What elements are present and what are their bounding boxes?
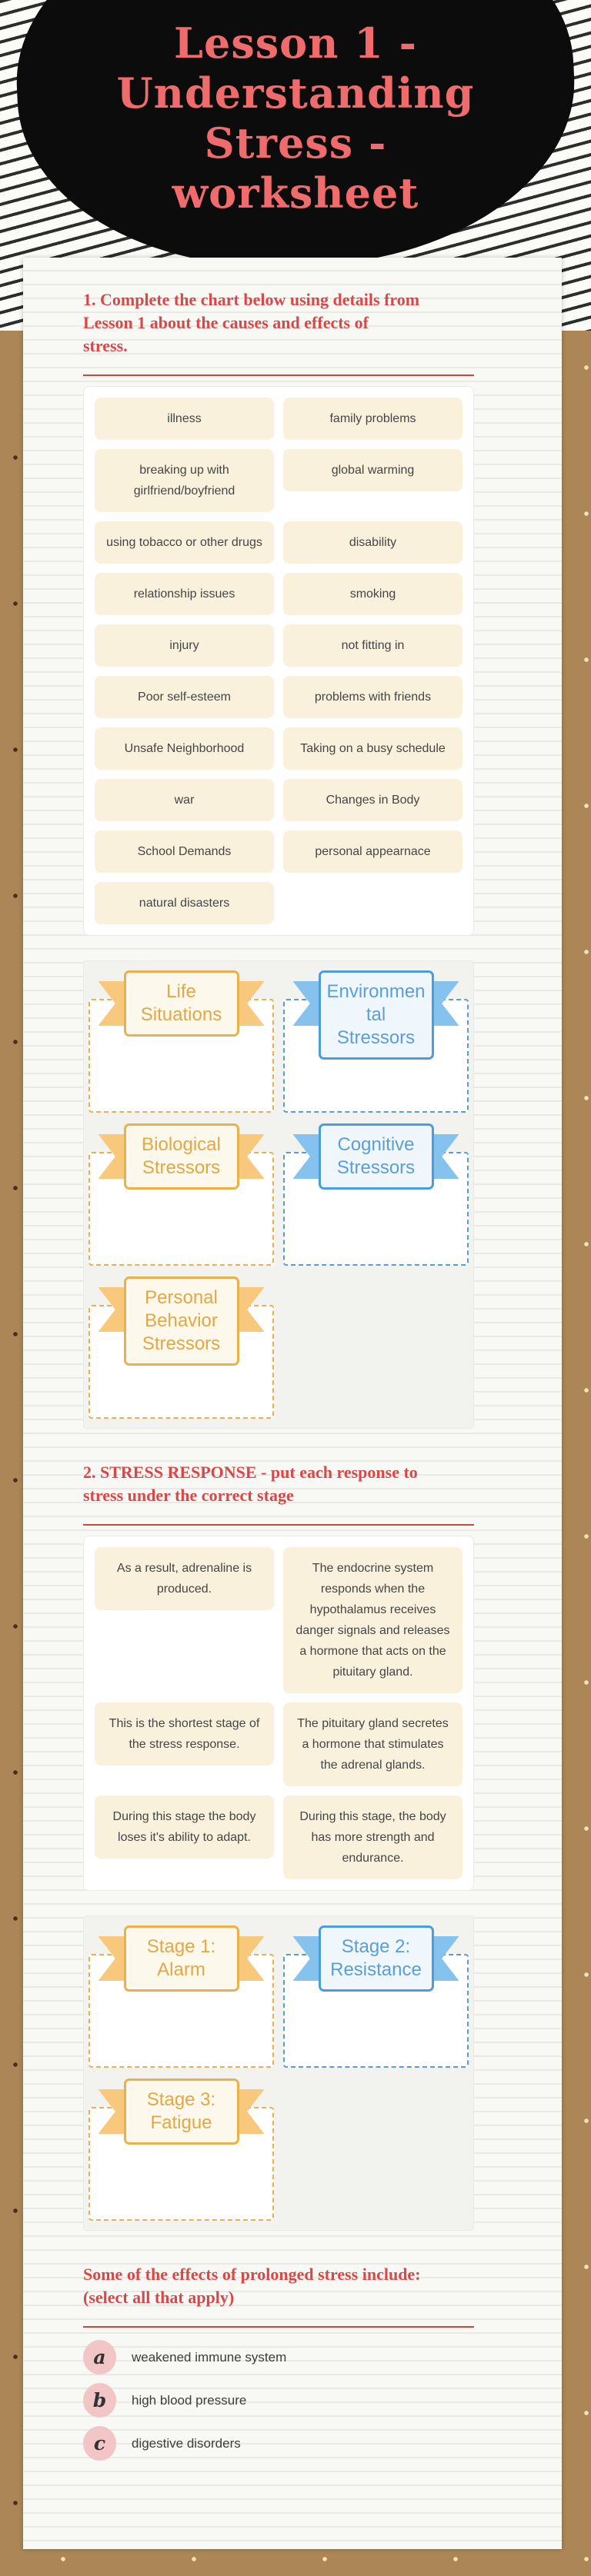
chip-row	[95, 449, 462, 512]
option-letter-badge[interactable]: b	[83, 2383, 116, 2418]
section2-drop-zones-panel	[83, 1915, 474, 2231]
chip-cell	[95, 573, 274, 615]
option-letter-badge[interactable]: a	[83, 2340, 116, 2375]
drop-zone-cell	[283, 1925, 469, 2068]
drop-zone[interactable]	[283, 970, 469, 1113]
drag-chip[interactable]: School Demands	[95, 830, 274, 873]
drag-chip[interactable]: The endocrine system responds when the hypothalamus receives danger signals and releases a hormone that acts on the pituitary gland.	[283, 1547, 462, 1693]
section3-options	[83, 2340, 474, 2461]
chip-cell	[283, 624, 462, 667]
drag-chip[interactable]: breaking up with girlfriend/boyfriend	[95, 449, 274, 512]
section3-divider	[83, 2326, 474, 2328]
drop-zone-cell	[88, 1123, 274, 1266]
zone-ribbon-label: Cognitive Stressors	[319, 1123, 434, 1190]
drag-chip[interactable]: injury	[95, 624, 274, 667]
empty-cell	[283, 1276, 469, 1419]
chip-cell	[95, 449, 274, 512]
page-title-line: Stress -	[204, 118, 387, 168]
page-title-line: Understanding	[116, 68, 475, 118]
drop-zone-row	[88, 1925, 469, 2068]
drop-zone-cell	[88, 2078, 274, 2221]
drop-zone-row	[88, 970, 469, 1113]
drag-chip[interactable]: war	[95, 779, 274, 821]
chip-cell	[95, 398, 274, 440]
zone-ribbon	[293, 1123, 459, 1190]
chip-cell	[283, 830, 462, 873]
chip-cell	[283, 398, 462, 440]
section2-chip-bank	[83, 1536, 474, 1891]
option-label: high blood pressure	[132, 2392, 247, 2408]
chip-cell	[283, 1547, 462, 1693]
chip-row	[95, 1796, 462, 1879]
drop-zone-row	[88, 2078, 469, 2221]
drop-zone[interactable]	[283, 1123, 469, 1266]
chip-row	[95, 624, 462, 667]
chip-cell	[95, 779, 274, 821]
option-row[interactable]	[83, 2340, 474, 2375]
drag-chip[interactable]: smoking	[283, 573, 462, 615]
page-title	[0, 18, 591, 218]
chip-cell	[95, 1796, 274, 1859]
drop-zone-row	[88, 1123, 469, 1266]
drag-chip[interactable]: personal appearnace	[283, 830, 462, 873]
chip-cell	[283, 449, 462, 491]
chip-cell	[283, 573, 462, 615]
page-title-line: worksheet	[172, 168, 419, 218]
drop-zone-cell	[88, 1925, 274, 2068]
chip-cell	[95, 624, 274, 667]
drop-zone-cell	[88, 970, 274, 1113]
chip-cell	[95, 521, 274, 564]
zone-ribbon	[98, 1123, 265, 1190]
chip-cell	[283, 727, 462, 770]
worksheet-content	[83, 258, 474, 2461]
zone-ribbon	[293, 1925, 459, 1992]
chip-row	[95, 779, 462, 821]
drag-chip[interactable]: global warming	[283, 449, 462, 491]
option-label: digestive disorders	[132, 2435, 241, 2451]
zone-ribbon-label: Personal Behavior Stressors	[124, 1276, 239, 1366]
chip-cell	[95, 1702, 274, 1766]
section1-heading: 1. Complete the chart below using details from Lesson 1 about the causes and effects of stress.	[83, 290, 420, 355]
zone-ribbon-label: Stage 3: Fatigue	[124, 2078, 239, 2145]
section3-heading: Some of the effects of prolonged stress include: (select all that apply)	[83, 2265, 421, 2307]
chip-row	[95, 727, 462, 770]
section1-drop-zones-panel	[83, 960, 474, 1429]
zone-ribbon-label: Stage 2: Resistance	[319, 1925, 434, 1992]
drag-chip[interactable]: problems with friends	[283, 676, 462, 718]
zone-ribbon-label: Life Situations	[124, 970, 239, 1037]
chip-cell	[95, 1547, 274, 1610]
section2-divider	[83, 1524, 474, 1526]
drag-chip[interactable]: natural disasters	[95, 882, 274, 924]
chip-cell	[283, 1702, 462, 1786]
chip-cell	[283, 1796, 462, 1879]
drop-zone[interactable]	[88, 1276, 274, 1419]
drag-chip[interactable]: During this stage the body loses it's ability to adapt.	[95, 1796, 274, 1859]
drag-chip[interactable]: Poor self-esteem	[95, 676, 274, 718]
drop-zone-cell	[283, 970, 469, 1113]
empty-cell	[283, 2078, 469, 2221]
chip-row	[95, 398, 462, 440]
zone-ribbon	[98, 2078, 265, 2145]
page-title-line: Lesson 1 -	[174, 18, 417, 68]
chip-row	[95, 521, 462, 564]
drag-chip[interactable]: illness	[95, 398, 274, 440]
chip-row	[95, 830, 462, 873]
drag-chip[interactable]: Unsafe Neighborhood	[95, 727, 274, 770]
drop-zone-row	[88, 1276, 469, 1419]
chip-cell	[283, 676, 462, 718]
drag-chip[interactable]: Taking on a busy schedule	[283, 727, 462, 770]
chip-row	[95, 1547, 462, 1693]
drag-chip[interactable]: using tobacco or other drugs	[95, 521, 274, 564]
drop-zone[interactable]	[88, 970, 274, 1113]
worksheet-paper	[23, 258, 562, 2549]
drag-chip[interactable]: During this stage, the body has more strength and endurance.	[283, 1796, 462, 1879]
section1-divider	[83, 374, 474, 376]
drag-chip[interactable]: Changes in Body	[283, 779, 462, 821]
option-label: weakened immune system	[132, 2349, 287, 2365]
option-row[interactable]	[83, 2383, 474, 2418]
zone-ribbon	[98, 970, 265, 1037]
drop-zone[interactable]	[88, 1925, 274, 2068]
drop-zone-cell	[283, 1123, 469, 1266]
chip-cell	[283, 779, 462, 821]
section2-heading: 2. STRESS RESPONSE - put each response to stress under the correct stage	[83, 1463, 418, 1505]
chip-cell	[95, 882, 274, 924]
zone-ribbon	[98, 1276, 265, 1366]
drop-zone[interactable]	[88, 1123, 274, 1266]
section1-chip-bank	[83, 386, 474, 936]
drop-zone-cell	[88, 1276, 274, 1419]
zone-ribbon-label: Stage 1: Alarm	[124, 1925, 239, 1992]
drag-chip[interactable]: family problems	[283, 398, 462, 440]
chip-cell	[95, 830, 274, 873]
drop-zone[interactable]	[283, 1925, 469, 2068]
drag-chip[interactable]: relationship issues	[95, 573, 274, 615]
zone-ribbon	[293, 970, 459, 1060]
drag-chip[interactable]: This is the shortest stage of the stress response.	[95, 1702, 274, 1766]
zone-ribbon-label: Biological Stressors	[124, 1123, 239, 1190]
drag-chip[interactable]: not fitting in	[283, 624, 462, 667]
zone-ribbon	[98, 1925, 265, 1992]
chip-cell	[283, 521, 462, 564]
chip-cell	[95, 676, 274, 718]
drag-chip[interactable]: The pituitary gland secretes a hormone that stimulates the adrenal glands.	[283, 1702, 462, 1786]
drop-zone[interactable]	[88, 2078, 274, 2221]
chip-row	[95, 882, 462, 924]
option-row[interactable]	[83, 2426, 474, 2461]
option-letter-badge[interactable]: c	[83, 2426, 116, 2461]
chip-row	[95, 676, 462, 718]
chip-row	[95, 1702, 462, 1786]
chip-row	[95, 573, 462, 615]
drag-chip[interactable]: As a result, adrenaline is produced.	[95, 1547, 274, 1610]
chip-cell	[95, 727, 274, 770]
drag-chip[interactable]: disability	[283, 521, 462, 564]
zone-ribbon-label: Environmental Stressors	[319, 970, 434, 1060]
